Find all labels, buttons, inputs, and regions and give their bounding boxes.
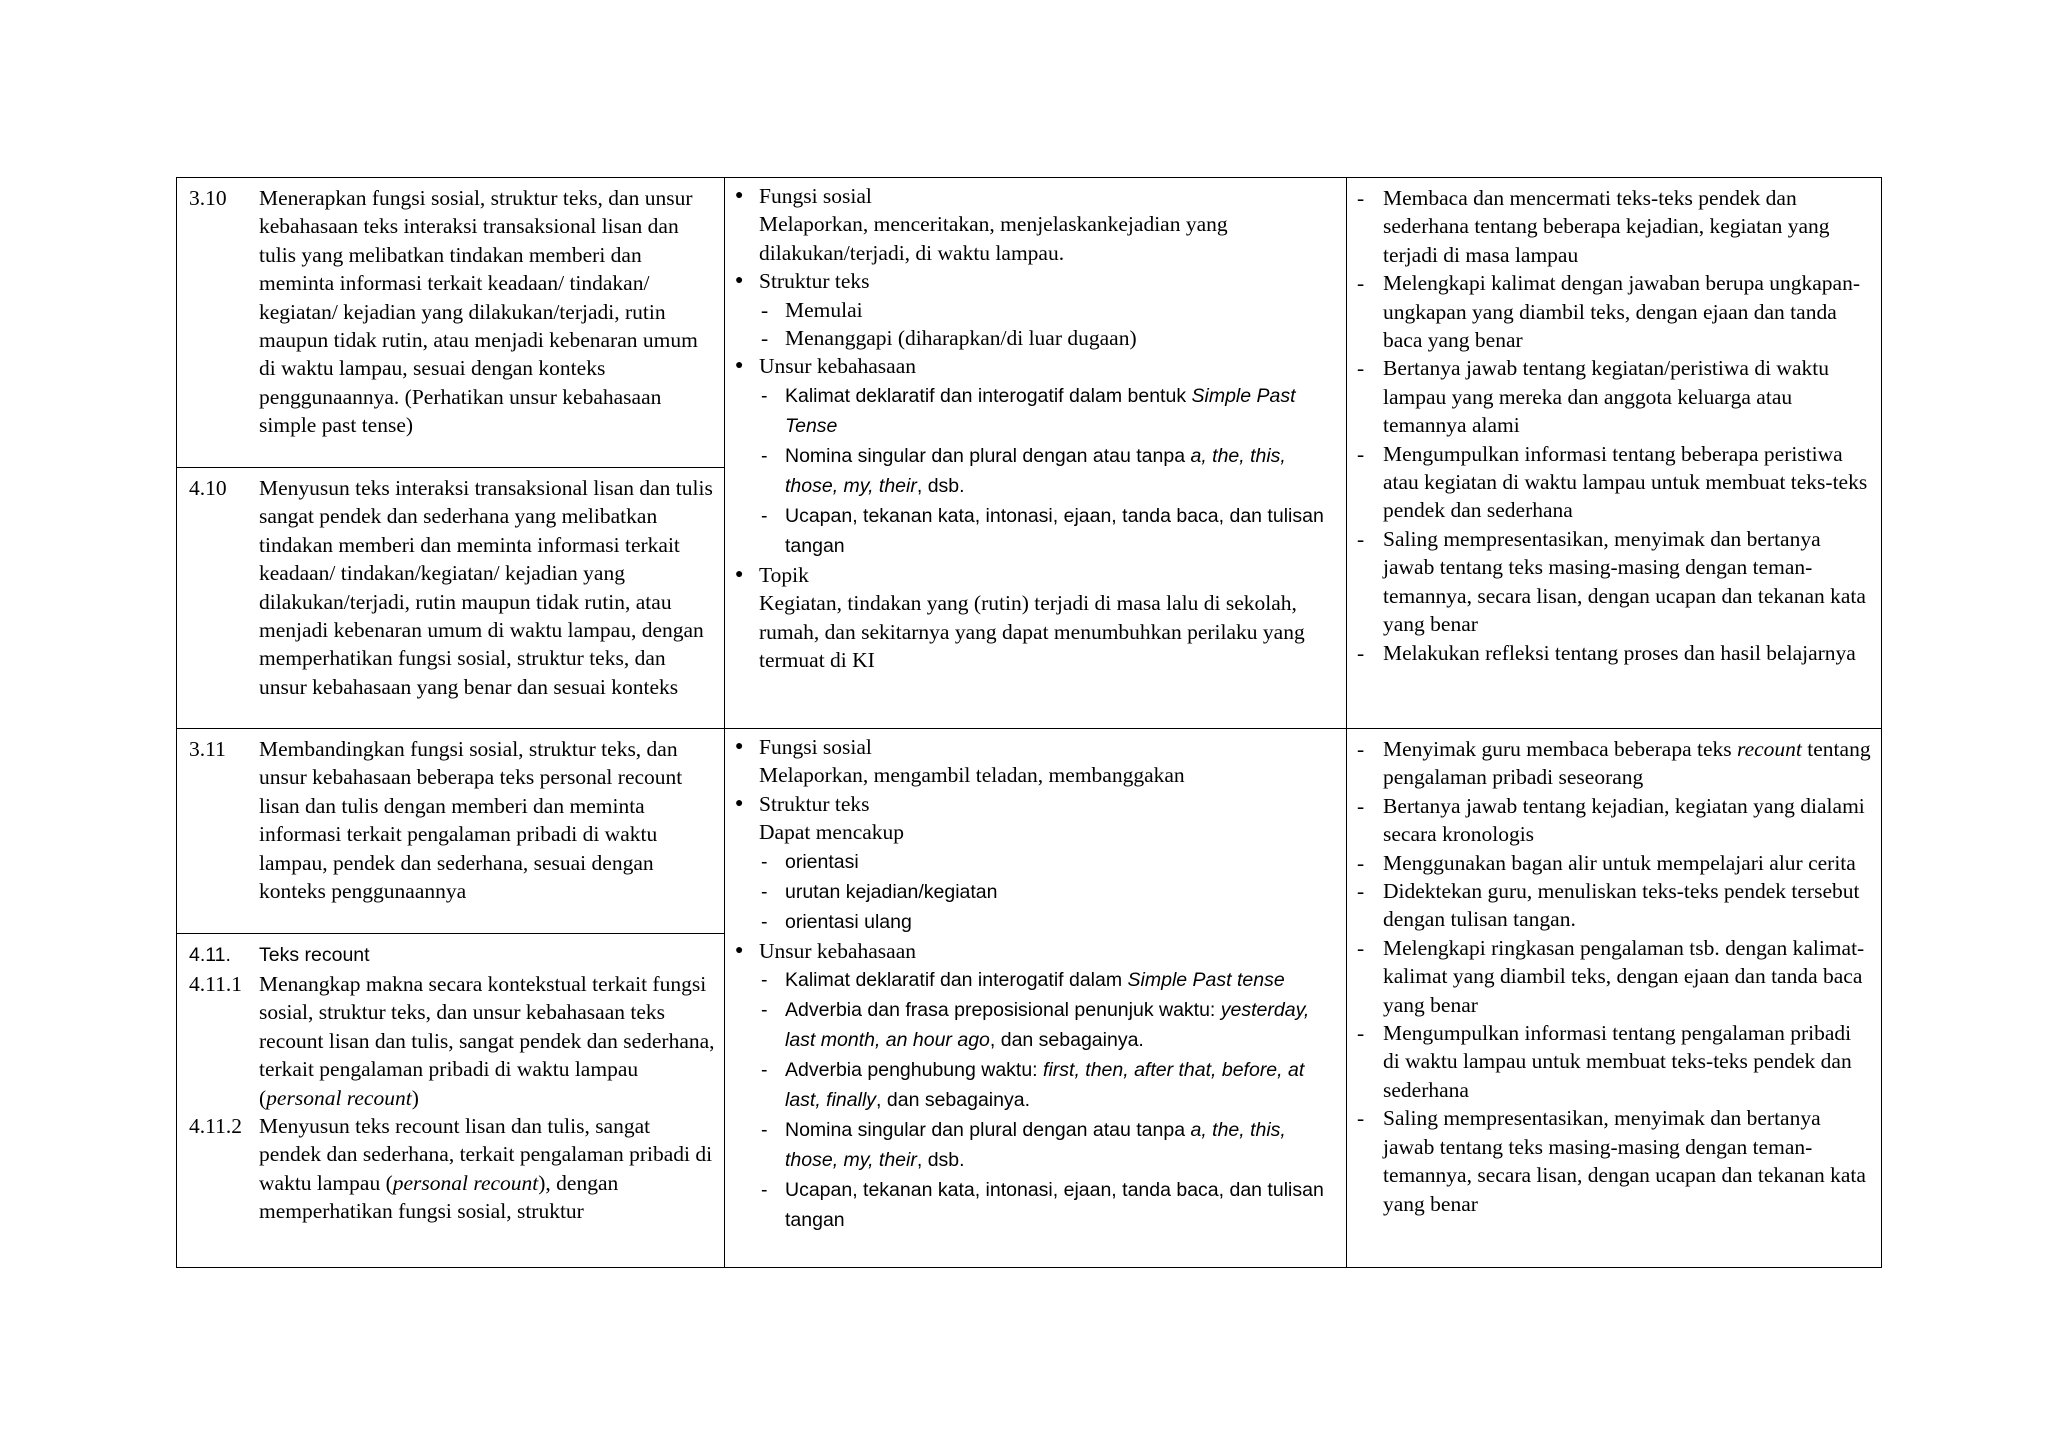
list-item: - Nomina singular dan plural dengan atau tanpa a, the, this, those, my, their, dsb.	[761, 444, 1286, 497]
list-item: - Ucapan, tekanan kata, intonasi, ejaan, tanda baca, dan tulisan tangan	[761, 504, 1324, 557]
list-item: - Melengkapi ringkasan pengalaman tsb. dengan kalimat-kalimat yang diambil teks, dengan ejaan dan tanda baca yang benar	[1357, 935, 1865, 1017]
kd-text: Menyusun teks interaksi transaksional lisan dan tulis sangat pendek dan sederhana yang melibatkan tindakan memberi dan meminta informasi terkait keadaan/ tindakan/kegiatan/ kejadian yang dilakukan/terjadi, rutin maupun tidak rutin, atau menjadi kebenaran umum di waktu lampau, dengan memperhatikan fungsi sosial, struktur teks, dan unsur kebahasaan yang benar dan sesuai konteks	[259, 476, 713, 699]
kd-text: Menerapkan fungsi sosial, struktur teks, dan unsur kebahasaan teks interaksi transaksional lisan dan tulis yang melibatkan tindakan memberi dan meminta informasi terkait keadaan/ tindakan/ kegiatan/ kejadian yang dilakukan/terjadi, rutin maupun tidak rutin, atau menjadi kebenaran umum di waktu lampau, sesuai dengan konteks penggunaannya. (Perhatikan unsur kebahasaan simple past tense)	[259, 186, 698, 438]
kd-code: 3.10	[189, 186, 227, 210]
kd-heading	[189, 940, 716, 970]
list-item: - Bertanya jawab tentang kegiatan/peristiwa di waktu lampau yang mereka dan anggota keluarga atau temannya alami	[1357, 356, 1829, 438]
list-item: - Kalimat deklaratif dan interogatif dalam bentuk Simple Past Tense	[761, 384, 1296, 437]
kd-code: 4.11.1	[189, 972, 242, 996]
kd-sub-item: 4.11.2 Menyusun teks recount lisan dan tulis, sangat pendek dan sederhana, terkait pengalaman pribadi di waktu lampau (personal recount), dengan memperhatikan fungsi sosial, struktur	[189, 1112, 716, 1226]
kd-cell-4-11	[177, 934, 725, 1268]
materi-heading: Struktur teks	[759, 791, 870, 816]
list-item: - Menyimak guru membaca beberapa teks recount tentang pengalaman pribadi seseorang	[1357, 737, 1871, 790]
materi-text: Dapat mencakup	[759, 820, 905, 845]
list-item: - orientasi	[761, 850, 859, 873]
kd-cell-4-10	[177, 468, 725, 729]
list-item: - urutan kejadian/kegiatan	[761, 880, 998, 903]
bullet-icon: ●	[735, 188, 744, 203]
bullet-icon: ●	[735, 739, 744, 754]
kegiatan-cell	[1347, 178, 1882, 729]
bullet-icon: ●	[735, 942, 744, 958]
materi-heading: Topik	[759, 562, 809, 587]
list-item: - Memulai	[761, 297, 863, 322]
list-item: - Menggunakan bagan alir untuk mempelajari alur cerita	[1357, 850, 1856, 875]
list-item: - Adverbia dan frasa preposisional penunjuk waktu: yesterday, last month, an hour ago, dan sebagainya.	[761, 999, 1310, 1052]
kd-code: 3.11	[189, 737, 226, 761]
list-item: - Mengumpulkan informasi tentang beberapa peristiwa atau kegiatan di waktu lampau untuk membuat teks-teks pendek dan sederhana	[1357, 441, 1868, 523]
materi-text: Melaporkan, mengambil teladan, membanggakan	[759, 763, 1185, 788]
kd-cell-3-10	[177, 178, 725, 468]
list-item: - Menanggapi (diharapkan/di luar dugaan)	[761, 326, 1137, 351]
materi-heading: Unsur kebahasaan	[759, 354, 917, 379]
list-item: - Didektekan guru, menuliskan teks-teks pendek tersebut dengan tulisan tangan.	[1357, 879, 1860, 932]
kd-cell-3-11	[177, 729, 725, 934]
list-item: - Melengkapi kalimat dengan jawaban berupa ungkapan-ungkapan yang diambil teks, dengan ejaan dan tanda baca yang benar	[1357, 271, 1860, 353]
materi-heading: Fungsi sosial	[759, 184, 872, 208]
table-row	[177, 729, 1882, 934]
bullet-icon: ●	[735, 795, 744, 811]
kd-code: 4.11.2	[189, 1114, 242, 1139]
materi-heading: Struktur teks	[759, 269, 870, 294]
list-item: - Membaca dan mencermati teks-teks pendek dan sederhana tentang beberapa kejadian, kegiatan yang terjadi di masa lampau	[1357, 186, 1830, 267]
list-item: - Kalimat deklaratif dan interogatif dalam Simple Past tense	[761, 969, 1285, 992]
kd-text: Membandingkan fungsi sosial, struktur teks, dan unsur kebahasaan beberapa teks personal recount lisan dan tulis dengan memberi dan meminta informasi terkait pengalaman pribadi di waktu lampau, pendek dan sederhana, sesuai dengan konteks penggunaannya	[259, 737, 683, 904]
bullet-icon: ●	[735, 358, 744, 374]
kd-sub-item: 4.11.1 Menangkap makna secara kontekstual terkait fungsi sosial, struktur teks, dan unsur kebahasaan teks recount lisan dan tulis, sangat pendek dan sederhana, terkait pengalaman pribadi di waktu lampau (personal recount)	[189, 970, 716, 1112]
list-item: - Bertanya jawab tentang kejadian, kegiatan yang dialami secara kronologis	[1357, 793, 1865, 847]
list-item: - Nomina singular dan plural dengan atau tanpa a, the, this, those, my, their, dsb.	[761, 1119, 1286, 1172]
list-item: - Melakukan refleksi tentang proses dan hasil belajarnya	[1357, 640, 1856, 665]
materi-text: Kegiatan, tindakan yang (rutin) terjadi di masa lalu di sekolah, rumah, dan sekitarnya yang dapat menumbuhkan perilaku yang termuat di KI	[759, 591, 1305, 673]
materi-text: Melaporkan, menceritakan, menjelaskankejadian yang dilakukan/terjadi, di waktu lampau.	[759, 212, 1228, 265]
kegiatan-cell	[1347, 729, 1882, 1268]
table-row	[177, 178, 1882, 468]
materi-cell	[725, 729, 1347, 1268]
syllabus-table	[176, 177, 1882, 1268]
list-item: - Saling mempresentasikan, menyimak dan bertanya jawab tentang teks masing-masing dengan teman-temannya, secara lisan, dengan ucapan dan tekanan kata yang benar	[1357, 1106, 1866, 1216]
list-item: - orientasi ulang	[761, 910, 912, 933]
bullet-icon: ●	[735, 566, 744, 582]
list-item: - Saling mempresentasikan, menyimak dan bertanya jawab tentang teks masing-masing dengan teman-temannya, secara lisan, dengan ucapan dan tekanan kata yang benar	[1357, 526, 1866, 637]
bullet-icon: ●	[735, 273, 744, 289]
list-item: - Mengumpulkan informasi tentang pengalaman pribadi di waktu lampau untuk membuat teks-teks pendek dan sederhana	[1357, 1021, 1852, 1102]
list-item: - Ucapan, tekanan kata, intonasi, ejaan, tanda baca, dan tulisan tangan	[761, 1179, 1324, 1232]
materi-heading: Fungsi sosial	[759, 735, 872, 759]
kd-title: Teks recount	[259, 944, 370, 966]
kd-code: 4.10	[189, 476, 227, 500]
kd-code: 4.11.	[189, 944, 231, 966]
list-item: - Adverbia penghubung waktu: first, then, after that, before, at last, finally, dan sebagainya.	[761, 1059, 1305, 1112]
materi-cell	[725, 178, 1347, 729]
materi-heading: Unsur kebahasaan	[759, 938, 917, 963]
